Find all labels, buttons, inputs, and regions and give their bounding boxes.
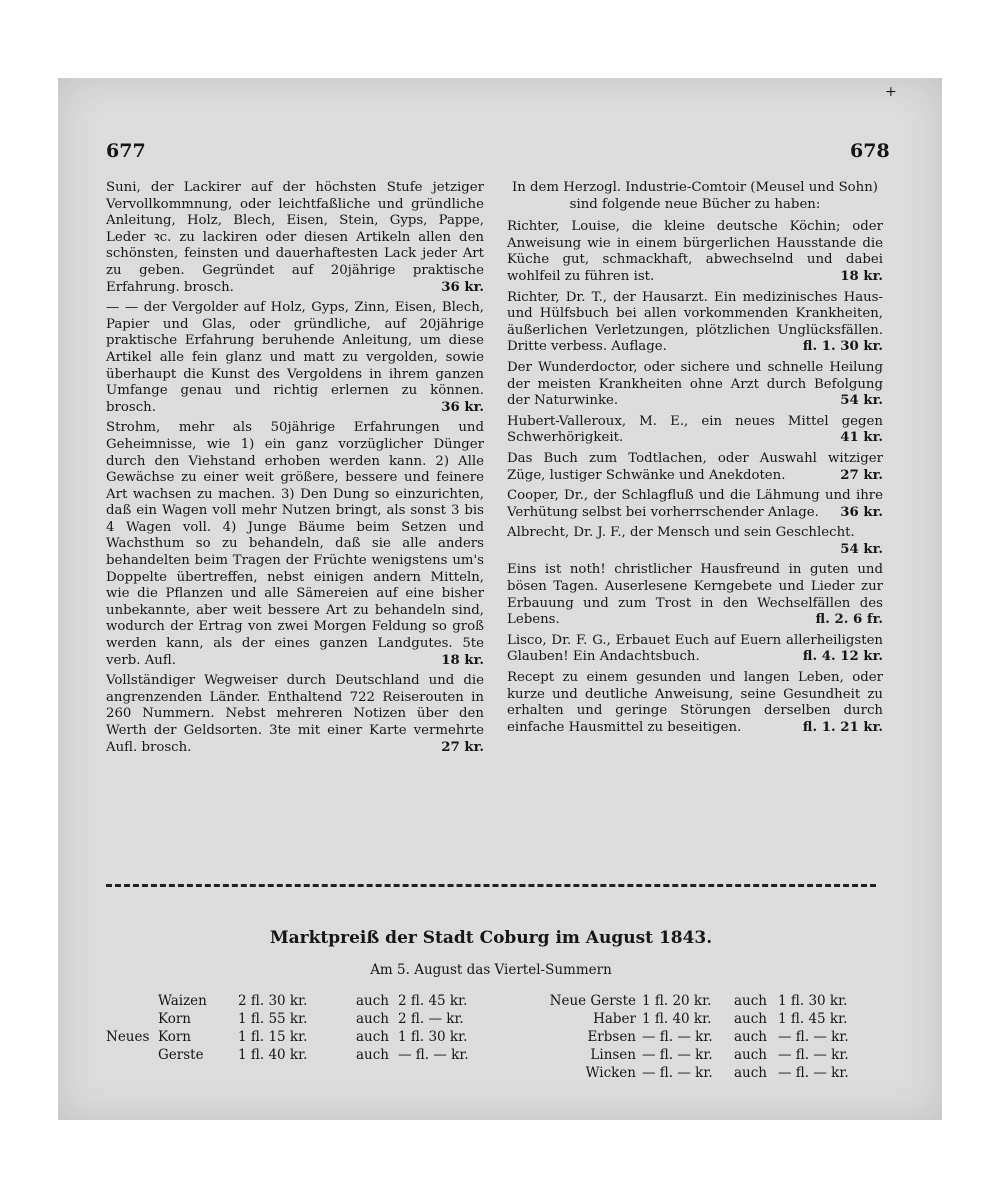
entry-price: 36 kr. [441,399,484,415]
entry-price: 18 kr. [441,652,484,668]
book-entry [507,633,883,666]
book-entry [106,420,484,669]
book-entry [507,670,883,736]
price-also: auch [356,1046,389,1063]
entry-price: 36 kr. [441,279,484,295]
price-row [528,1010,868,1028]
grain-name: Wicken [585,1064,636,1081]
page-number-left: 677 [106,140,146,162]
grain-name: Korn [158,1010,191,1027]
book-entry [507,525,883,558]
grain-name: Gerste [158,1046,204,1063]
price-row [106,992,508,1010]
price-row [528,1028,868,1046]
market-subtitle: Am 5. August das Viertel-Summern [370,962,612,978]
price-also: auch [734,992,767,1009]
grain-name: Haber [593,1010,636,1027]
grain-name: Neue Gerste [549,992,636,1009]
price-high: 2 fl. — kr. [398,1010,464,1027]
book-entry [507,488,883,521]
price-row [528,1064,868,1082]
entry-text: Cooper, Dr., der Schlagfluß und die Lähmung und ihre Verhütung selbst bei vorherrschender Anlage. [507,488,883,520]
book-entry [507,219,883,285]
grain-prefix: Neues [106,1028,150,1045]
entry-text: Eins ist noth! christlicher Hausfreund in guten und bösen Tagen. Auserlesene Kerngebete und Lieder zur Erbauung und zum Trost in den Wechselfällen des Lebens. [507,562,883,628]
entry-price: 54 kr. [840,541,883,557]
grain-prefix [106,1046,158,1064]
market-title: Marktpreiß der Stadt Coburg im August 1843. [269,928,713,948]
market-prices-left [106,992,508,1064]
price-low: 1 fl. 20 kr. [642,992,712,1009]
price-high: — fl. — kr. [778,1064,849,1081]
entry-price: 36 kr. [840,504,883,520]
price-low: 1 fl. 55 kr. [238,1010,308,1027]
price-row [528,1046,868,1064]
entry-price: 41 kr. [840,430,883,446]
price-low: 1 fl. 15 kr. [238,1028,308,1045]
entry-price: fl. 4. 12 kr. [802,649,883,665]
grain-prefix [106,992,158,1010]
price-high: 1 fl. 45 kr. [778,1010,848,1027]
page-number-right: 678 [850,140,890,162]
price-also: auch [356,1028,389,1045]
entry-price: 27 kr. [840,467,883,483]
book-entry [106,180,484,296]
book-entry [507,360,883,410]
entry-price: 27 kr. [441,739,484,755]
price-low: 1 fl. 40 kr. [238,1046,308,1063]
price-high: — fl. — kr. [778,1046,849,1063]
entry-text: Richter, Dr. T., der Hausarzt. Ein medizinisches Haus- und Hülfsbuch bei allen vorkommenden Krankheiten, äußerlichen Verletzungen, plötzlichen Unglücksfällen. Dritte verbess. Auflage. [507,289,883,355]
price-also: auch [734,1010,767,1027]
entry-price: 18 kr. [840,268,883,284]
book-entry [106,300,484,416]
entry-text: Lisco, Dr. F. G., Erbauet Euch auf Euern allerheiligsten Glauben! Ein Andachtsbuch. [507,632,883,665]
price-row [106,1046,508,1064]
price-also: auch [734,1046,767,1063]
price-high: — fl. — kr. [778,1028,849,1045]
price-high: 1 fl. 30 kr. [398,1028,468,1045]
grain-name: Linsen [590,1046,636,1063]
price-high: 1 fl. 30 kr. [778,992,848,1009]
price-low: — fl. — kr. [642,1028,713,1045]
price-row [106,1028,508,1046]
entry-text: Hubert-Valleroux, M. E., ein neues Mittel gegen Schwerhörigkeit. [507,413,883,446]
price-row [106,1010,508,1028]
book-entry [507,451,883,484]
entry-text: Der Wunderdoctor, oder sichere und schnelle Heilung der meisten Krankheiten ohne Arzt durch Befolgung der Naturwinke. [507,359,883,409]
book-entry [507,290,883,356]
entry-price: fl. 1. 21 kr. [802,719,883,735]
grain-name: Korn [158,1028,191,1045]
price-also: auch [734,1064,767,1081]
entry-price: fl. 2. 6 fr. [815,612,883,628]
price-high: — fl. — kr. [398,1046,469,1063]
price-high: 2 fl. 45 kr. [398,992,468,1009]
publisher-intro: In dem Herzogl. Industrie-Comtoir (Meusel und Sohn) sind folgende neue Bücher zu haben: [511,180,878,212]
corner-mark: + [885,84,897,100]
left-column [106,180,484,760]
book-entry [106,673,484,756]
price-also: auch [356,1010,389,1027]
grain-name: Waizen [158,992,207,1009]
entry-text: Strohm, mehr als 50jährige Erfahrungen und Geheimnisse, wie 1) ein ganz vorzüglicher Dünger durch den Viehstand erhoben werden kann. 2) Alle Gewächse zu einer weit größere, bessere und feinere Art wachsen zu machen. 3) Den Dung so einzurichten, daß ein Wagen voll mehr Nutzen bringt, als sonst 3 bis 4 Wagen voll. 4) Junge Bäume beim Setzen und Wachsthum so zu behandeln, daß sie alle anders behandelten beim Tragen der Früchte wenigstens um's Doppelte übertreffen, nebst einigen andern Mitteln, wie die Pflanzen und alle Sämereien auf eine bisher unbekannte, aber weit bessere Art zu behandeln sind, wodurch der Ertrag von zwei Morgen Feldung so groß werden kann, als der eines ganzen Landgutes. 5te verb. Aufl. [106,420,484,668]
entry-text: — — der Vergolder auf Holz, Gyps, Zinn, Eisen, Blech, Papier und Glas, oder gründliche, auf 20jährige praktische Erfahrung beruhende Anleitung, um diese Artikel alle fein glanz und matt zu vergolden, sowie überhaupt die Kunst des Vergoldens in ihrem ganzen Umfange genau und richtig erlernen zu können. brosch. [106,300,484,415]
entry-price: fl. 1. 30 kr. [802,339,883,355]
entry-text: Das Buch zum Todtlachen, oder Auswahl witziger Züge, lustiger Schwänke und Anekdoten. [507,450,883,483]
entry-text: Suni, der Lackirer auf der höchsten Stufe jetziger Vervollkommnung, oder leichtfaßliche und gründliche Anleitung, Holz, Blech, Eisen, Stein, Gyps, Pappe, Leder ꝛc. zu lackiren oder diesen Artikeln allen den schönsten, feinsten und dauerhaftesten Lack jeder Art zu geben. Gegründet auf 20jährige praktische Erfahrung. brosch. [106,180,484,295]
market-prices-right [528,992,868,1082]
entry-text: Albrecht, Dr. J. F., der Mensch und sein Geschlecht. [507,525,855,541]
grain-prefix [106,1010,158,1028]
price-also: auch [734,1028,767,1045]
entry-price: 54 kr. [840,393,883,409]
book-entry [507,414,883,447]
price-low: — fl. — kr. [642,1046,713,1063]
price-row [528,992,868,1010]
price-also: auch [356,992,389,1009]
entry-text: Vollständiger Wegweiser durch Deutschland und die angrenzenden Länder. Enthaltend 722 Reiserouten in 260 Nummern. Nebst mehreren Notizen über den Werth der Geldsorten. 3te mit einer Karte vermehrte Aufl. brosch. [106,673,484,755]
entry-text: Recept zu einem gesunden und langen Leben, oder kurze und deutliche Anweisung, seine Gesundheit zu erhalten und geringe Störungen derselben durch einfache Hausmittel zu beseitigen. [507,670,883,735]
section-divider [106,884,876,887]
price-low: 2 fl. 30 kr. [238,992,308,1009]
right-column [507,180,883,740]
book-entry [507,562,883,628]
price-low: — fl. — kr. [642,1064,713,1081]
entry-text: Richter, Louise, die kleine deutsche Köchin; oder Anweisung wie in einem bürgerlichen Hausstande die Küche gut, schmackhaft, abwechselnd und dabei wohlfeil zu führen ist. [507,219,883,284]
grain-name: Erbsen [587,1028,636,1045]
price-low: 1 fl. 40 kr. [642,1010,712,1027]
